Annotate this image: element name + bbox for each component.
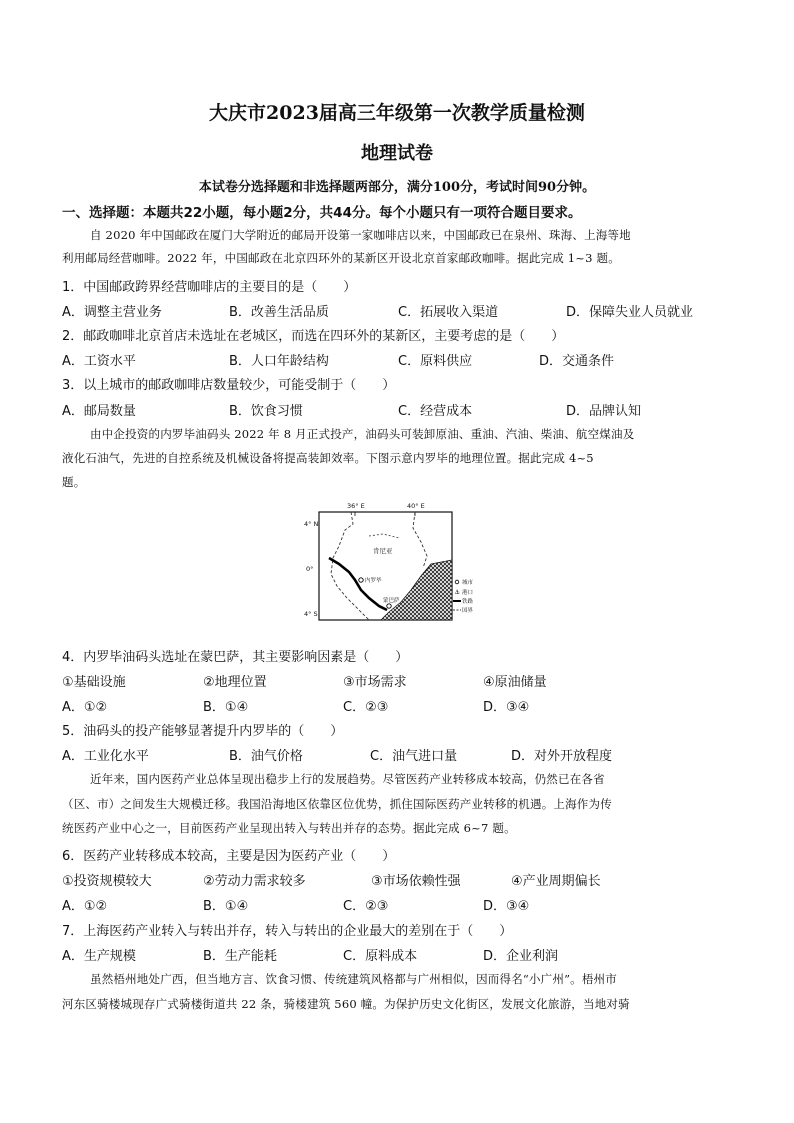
legend-port-icon: ⚓ [454, 589, 460, 596]
question-stem: 4．内罗毕油码头选址在蒙巴萨，其主要影响因素是（ ） [62, 650, 409, 665]
option-d: D．③④ [483, 700, 530, 715]
section-heading: 一、选择题：本题共22小题，每小题2分，共44分。每个小题只有一项符合题目要求。 [62, 205, 582, 221]
option-b: B．饮食习惯 [229, 404, 303, 419]
lon-label: 40° E [407, 502, 425, 510]
option-b: B．油气价格 [229, 749, 303, 764]
option-d: D．企业利润 [483, 949, 559, 964]
statement-item: ④产业周期偏长 [511, 874, 601, 889]
option-c: C．拓展收入渠道 [398, 305, 499, 320]
question-stem: 3．以上城市的邮政咖啡店数量较少，可能受制于（ ） [62, 378, 396, 393]
question-stem: 2．邮政咖啡北京首店未选址在老城区，而选在四环外的某新区，主要考虑的是（ ） [62, 329, 565, 344]
exam-subtitle: 地理试卷 [361, 143, 433, 164]
statement-item: ③市场需求 [343, 675, 407, 690]
passage-line: 统医药产业中心之一，目前医药产业呈现出转入与转出并存的态势。据此完成 6~7 题。 [62, 821, 516, 835]
option-d: D．③④ [483, 899, 530, 914]
statement-item: ①基础设施 [62, 675, 126, 690]
option-a: A．工资水平 [62, 354, 136, 369]
statement-item: ④原油储量 [483, 675, 547, 690]
city-marker [359, 578, 363, 582]
railway-line [329, 558, 387, 610]
passage-line: 由中企投资的内罗毕油码头 2022 年 8 月正式投产，油码头可装卸原油、重油、汽油、柴油、航空煤油及 [90, 427, 635, 441]
option-c: C．原料供应 [398, 354, 473, 369]
exam-title: 大庆市2023届高三年级第一次教学质量检测 [209, 102, 585, 124]
place-label: 蒙巴萨 [383, 598, 400, 604]
border-line [369, 534, 399, 538]
option-c: C．②③ [343, 899, 389, 914]
lat-label: 0° [306, 565, 314, 573]
country-label: 肯尼亚 [373, 547, 393, 555]
lon-label: 36° E [347, 502, 365, 510]
exam-note: 本试卷分选择题和非选择题两部分，满分100分，考试时间90分钟。 [198, 180, 596, 195]
option-d: D．品牌认知 [566, 404, 642, 419]
legend-item: 国界 [462, 608, 474, 614]
statement-item: ①投资规模较大 [62, 874, 152, 889]
city-marker [387, 604, 391, 608]
option-b: B．①④ [203, 700, 249, 715]
option-a: A．①② [62, 700, 108, 715]
legend-city-icon [455, 580, 459, 584]
location-map [303, 498, 483, 634]
legend-item: 铁路 [462, 599, 474, 605]
passage-line: （区、市）之间发生大规模迁移。我国沿海地区依靠区位优势，抓住国际医药产业转移的机遇。上海作为传 [62, 797, 612, 811]
option-d: D．对外开放程度 [511, 749, 613, 764]
passage-line: 液化石油气，先进的自控系统及机械设备将提高装卸效率。下图示意内罗毕的地理位置。据此完成 4~5 [62, 451, 594, 465]
passage-line: 近年来，国内医药产业总体呈现出稳步上行的发展趋势。尽管医药产业转移成本较高，仍然已在各省 [90, 772, 605, 786]
option-a: A．调整主营业务 [62, 305, 162, 320]
option-d: D．保障失业人员就业 [566, 305, 694, 320]
question-stem: 1．中国邮政跨界经营咖啡店的主要目的是（ ） [62, 280, 357, 295]
option-c: C．②③ [343, 700, 389, 715]
passage-line: 题。 [62, 475, 86, 489]
statement-item: ②地理位置 [203, 675, 267, 690]
option-a: A．邮局数量 [62, 404, 136, 419]
option-b: B．生产能耗 [203, 949, 277, 964]
option-c: C．油气进口量 [370, 749, 458, 764]
option-a: A．工业化水平 [62, 749, 149, 764]
question-stem: 5．油码头的投产能够显著提升内罗毕的（ ） [62, 724, 344, 739]
statement-item: ③市场依赖性强 [371, 874, 461, 889]
option-b: B．改善生活品质 [229, 305, 329, 320]
passage-line: 利用邮局经营咖啡。2022 年，中国邮政在北京四环外的某新区开设北京首家邮政咖啡。据此完成 1~3 题。 [62, 251, 620, 265]
question-stem: 6．医药产业转移成本较高，主要是因为医药产业（ ） [62, 849, 396, 864]
statement-item: ②劳动力需求较多 [203, 874, 306, 889]
passage-line: 虽然梧州地处广西，但当地方言、饮食习惯、传统建筑风格都与广州相似，因而得名“小广州”。梧州市 [90, 972, 617, 986]
ocean-area [381, 560, 452, 620]
option-c: C．经营成本 [398, 404, 473, 419]
border-line [331, 512, 369, 620]
option-b: B．人口年龄结构 [229, 354, 329, 369]
option-a: A．①② [62, 899, 108, 914]
option-a: A．生产规模 [62, 949, 136, 964]
question-stem: 7．上海医药产业转入与转出并存，转入与转出的企业最大的差别在于（ ） [62, 924, 513, 939]
lat-label: 4° S [304, 610, 318, 618]
lat-label: 4° N [304, 520, 319, 528]
option-b: B．①④ [203, 899, 249, 914]
option-d: D．交通条件 [539, 354, 615, 369]
border-line [413, 512, 427, 568]
legend-item: 城市 [462, 580, 474, 586]
option-c: C．原料成本 [343, 949, 418, 964]
place-label: 内罗毕 [365, 578, 382, 584]
passage-line: 自 2020 年中国邮政在厦门大学附近的邮局开设第一家咖啡店以来，中国邮政已在泉州、珠海、上海等地 [90, 228, 631, 242]
passage-line: 河东区骑楼城现存广式骑楼街道共 22 条，骑楼建筑 560 幢。为保护历史文化街区，发展文化旅游，当地对骑 [62, 997, 630, 1011]
legend-item: 港口 [462, 590, 474, 596]
